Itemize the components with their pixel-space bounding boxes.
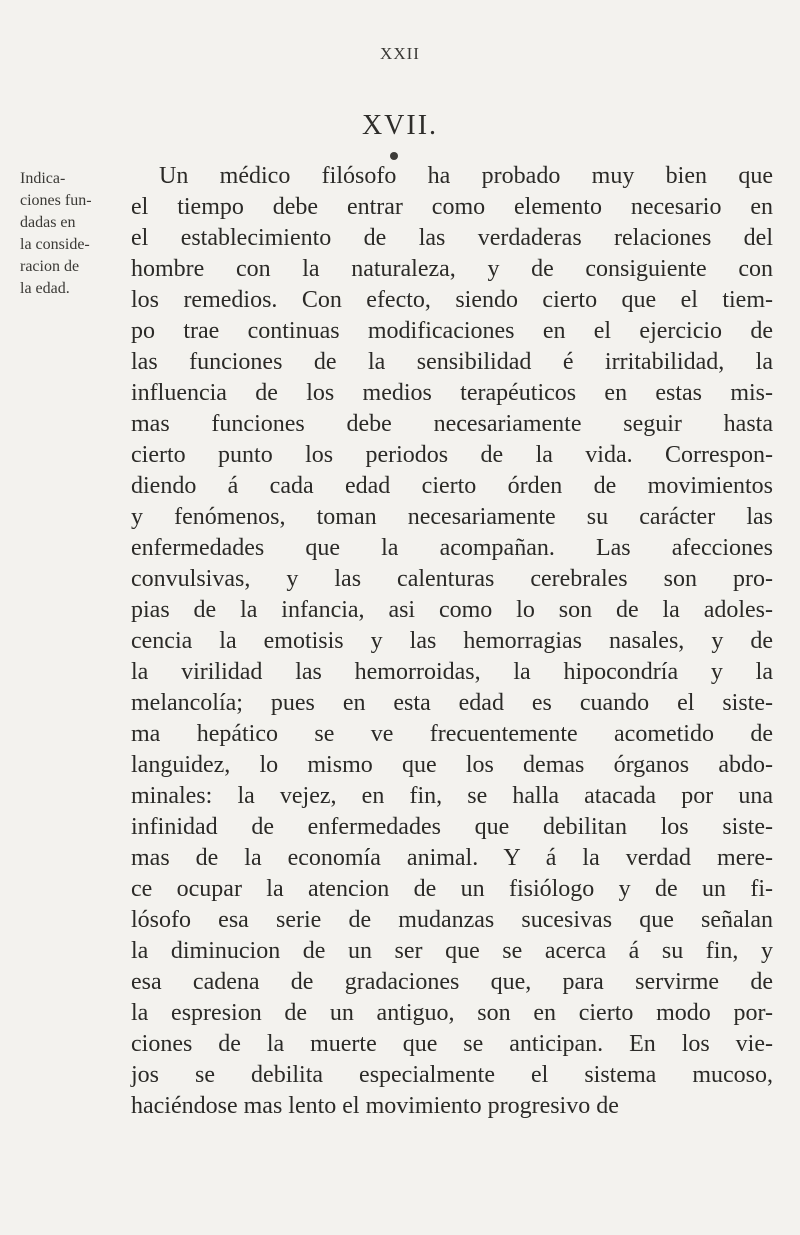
- body-line: diendo á cada edad cierto órden de movimientos: [131, 473, 773, 499]
- body-line: mas de la economía animal. Y á la verdad mere-: [131, 845, 773, 871]
- body-line: ma hepático se ve frecuentemente acometido de: [131, 721, 773, 747]
- body-line: haciéndose mas lento el movimiento progresivo de: [131, 1093, 619, 1119]
- body-line: cierto punto los periodos de la vida. Correspon-: [131, 442, 773, 468]
- body-line: minales: la vejez, en fin, se halla atacada por una: [131, 783, 773, 809]
- body-line: la virilidad las hemorroidas, la hipocondría y la: [131, 659, 773, 685]
- body-line: Un médico filósofo ha probado muy bien que: [159, 163, 773, 189]
- body-line: lósofo esa serie de mudanzas sucesivas que señalan: [131, 907, 773, 933]
- body-line: los remedios. Con efecto, siendo cierto que el tiem-: [131, 287, 773, 313]
- body-line: ciones de la muerte que se anticipan. En los vie-: [131, 1031, 773, 1057]
- body-line: cencia la emotisis y las hemorragias nasales, y de: [131, 628, 773, 654]
- body-paragraph: [131, 161, 773, 1122]
- body-line: languidez, lo mismo que los demas órganos abdo-: [131, 752, 773, 778]
- body-line: esa cadena de gradaciones que, para servirme de: [131, 969, 773, 995]
- body-line: pias de la infancia, asi como lo son de la adoles-: [131, 597, 773, 623]
- body-line: mas funciones debe necesariamente seguir hasta: [131, 411, 773, 437]
- body-line: la diminucion de un ser que se acerca á su fin, y: [131, 938, 773, 964]
- section-ornament-dot: [390, 152, 398, 160]
- body-line: ce ocupar la atencion de un fisiólogo y de un fi-: [131, 876, 773, 902]
- body-line: convulsivas, y las calenturas cerebrales son pro-: [131, 566, 773, 592]
- body-line: po trae continuas modificaciones en el ejercicio de: [131, 318, 773, 344]
- body-line: melancolía; pues en esta edad es cuando el siste-: [131, 690, 773, 716]
- body-line: enfermedades que la acompañan. Las afecciones: [131, 535, 773, 561]
- body-line: hombre con la naturaleza, y de consiguiente con: [131, 256, 773, 282]
- body-line: y fenómenos, toman necesariamente su carácter las: [131, 504, 773, 530]
- marginal-note: Indica- ciones fun- dadas en la conside- racion de la edad.: [20, 170, 92, 297]
- body-line: la espresion de un antiguo, son en cierto modo por-: [131, 1000, 773, 1026]
- body-line: las funciones de la sensibilidad é irritabilidad, la: [131, 349, 773, 375]
- body-line: jos se debilita especialmente el sistema mucoso,: [131, 1062, 773, 1088]
- body-line: infinidad de enfermedades que debilitan los siste-: [131, 814, 773, 840]
- body-line: el establecimiento de las verdaderas relaciones del: [131, 225, 773, 251]
- page-number: XXII: [380, 44, 420, 63]
- body-line: el tiempo debe entrar como elemento necesario en: [131, 194, 773, 220]
- section-number: XVII.: [361, 110, 439, 141]
- body-line: influencia de los medios terapéuticos en estas mis-: [131, 380, 773, 406]
